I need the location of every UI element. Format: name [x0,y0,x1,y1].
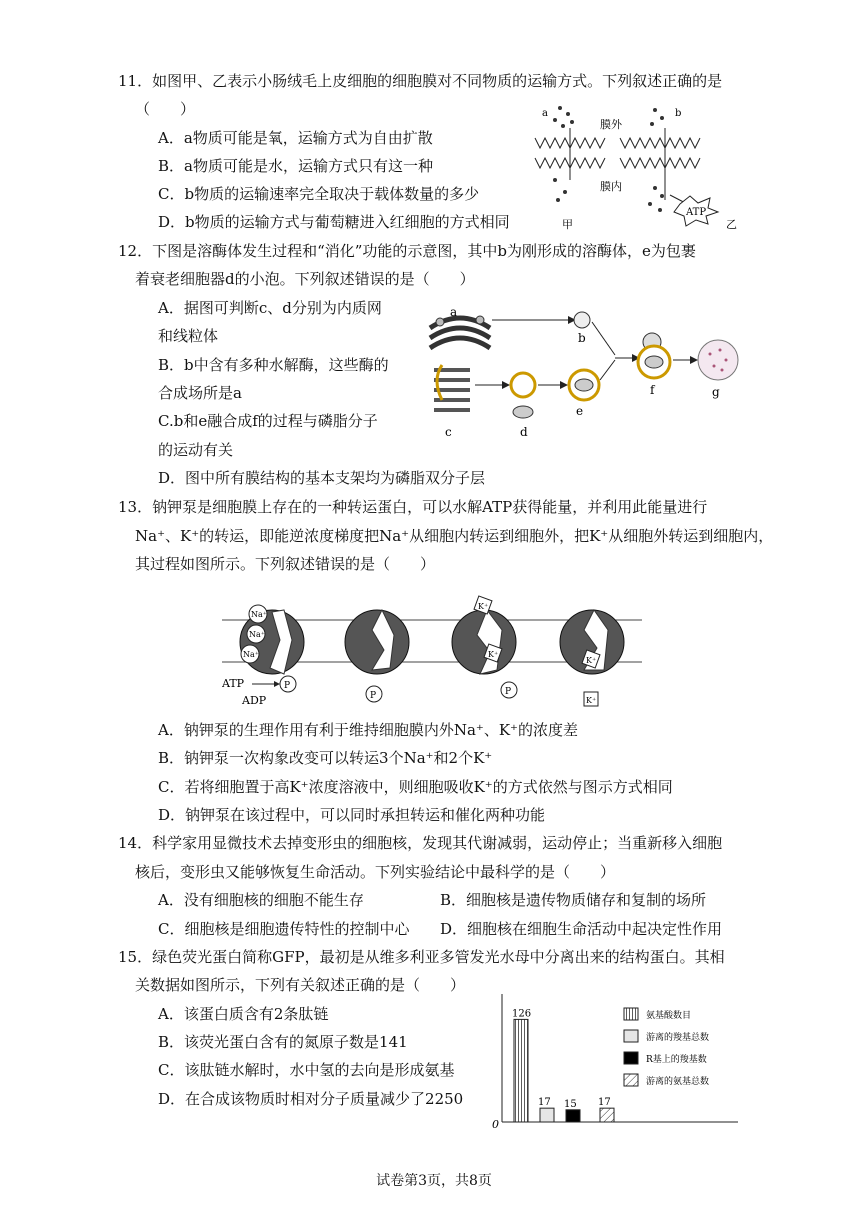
q14-option-d: D．细胞核在细胞生命活动中起决定性作用 [440,920,723,938]
q13-stem-2: Na⁺、K⁺的转运，即能逆浓度梯度把Na⁺从细胞内转运到细胞外，把K⁺从细胞外转运到细胞内， [135,527,774,545]
q11-stem-1: 11．如图甲、乙表示小肠绒毛上皮细胞的细胞膜对不同物质的运输方式。下列叙述正确的是 [118,72,723,90]
fig-label-e: e [576,404,584,418]
bar-value-label-3: 15 [564,1098,577,1110]
fig-jia-label: 甲 [562,218,573,230]
lysosome-figure [420,300,750,440]
legend-swatch-3 [624,1052,638,1064]
k-ion-3: K⁺ [586,656,597,665]
q12-option-d: D．图中所有膜结构的基本支架均为磷脂双分子层 [158,469,486,487]
q11-option-d: D．b物质的运输方式与葡萄糖进入红细胞的方式相同 [158,213,510,231]
k-ion-1: K⁺ [478,602,489,611]
adp-label: ADP [242,694,267,707]
q12-option-c-cont: 的运动有关 [158,441,234,459]
q13-stem-1: 13．钠钾泵是细胞膜上存在的一种转运蛋白，可以水解ATP获得能量，并利用此能量进行 [118,498,708,516]
q14-stem-2: 核后，变形虫又能够恢复生命活动。下列实验结论中最科学的是（ ） [135,863,616,881]
na-ion-3: Na⁺ [243,650,259,659]
fig-label-f: f [650,383,655,397]
fig-b-label: b [675,108,682,119]
q15-option-a: A．该蛋白质含有2条肽链 [158,1005,329,1023]
fig-yi-label: 乙 [726,218,737,230]
legend-swatch-4 [624,1074,638,1086]
k-ion-4: K⁺ [586,696,597,705]
q11-stem-2: （ ） [135,100,196,118]
fig-label-g: g [712,385,720,399]
phosphate-3: P [505,687,512,697]
fig-label-b: b [578,331,586,345]
gfp-bar-chart [488,990,748,1130]
membrane-transport-figure [530,100,750,230]
legend-swatch-1 [624,1008,638,1020]
origin-label: 0 [492,1118,499,1130]
fig-a-label: a [542,108,548,119]
bar-3 [566,1110,580,1122]
q12-option-a: A．据图可判断c、d分别为内质网 [158,299,382,317]
q13-option-a: A．钠钾泵的生理作用有利于维持细胞膜内外Na⁺、K⁺的浓度差 [158,721,578,739]
fig-label-d: d [520,425,528,439]
q11-option-c: C．b物质的运输速率完全取决于载体数量的多少 [158,185,480,203]
q12-option-b: B．b中含有多种水解酶，这些酶的 [158,356,389,374]
k-ion-2: K⁺ [488,650,499,659]
q14-option-a: A．没有细胞核的细胞不能生存 [158,891,364,909]
q12-stem-2: 着衰老细胞器d的小泡。下列叙述错误的是（ ） [135,270,475,288]
bar-1 [514,1019,528,1122]
phosphate-2: P [370,691,377,701]
q15-option-d: D．在合成该物质时相对分子质量减少了2250 [158,1090,464,1108]
q13-stem-3: 其过程如图所示。下列叙述错误的是（ ） [135,555,436,573]
q14-option-c: C．细胞核是细胞遗传特性的控制中心 [158,920,410,938]
bar-value-label-1: 126 [512,1008,532,1020]
bar-value-label-2: 17 [538,1097,551,1109]
q12-option-c: C.b和e融合成f的过程与磷脂分子 [158,412,378,430]
legend-label-3: R基上的羧基数 [646,1055,707,1065]
na-ion-1: Na⁺ [251,610,267,619]
q13-option-d: D．钠钾泵在该过程中，可以同时承担转运和催化两种功能 [158,806,546,824]
q13-option-c: C．若将细胞置于高K⁺浓度溶液中，则细胞吸收K⁺的方式依然与图示方式相同 [158,778,673,796]
q12-option-a-cont: 和线粒体 [158,327,219,345]
atp-label: ATP [222,677,245,690]
legend-label-4: 游离的氨基总数 [646,1077,710,1087]
q12-option-b-cont: 合成场所是a [158,384,242,402]
page-footer: 试卷第3页，共8页 [376,1173,492,1189]
sodium-potassium-pump-figure [222,590,642,715]
fig-outside-label: 膜外 [600,118,622,131]
q13-option-b: B．钠钾泵一次构象改变可以转运3个Na⁺和2个K⁺ [158,749,493,767]
q14-stem-1: 14．科学家用显微技术去掉变形虫的细胞核，发现其代谢减弱，运动停止；当重新移入细胞 [118,834,723,852]
phosphate-1: P [284,681,291,691]
fig-atp-label: ATP [686,207,707,218]
bar-4 [600,1108,614,1122]
fig-label-a: a [450,305,458,319]
q15-option-b: B．该荧光蛋白含有的氮原子数是141 [158,1033,408,1051]
legend-swatch-2 [624,1030,638,1042]
na-ion-2: Na⁺ [249,630,265,639]
q12-stem-1: 12．下图是溶酶体发生过程和“消化”功能的示意图，其中b为刚形成的溶酶体，e为包裹 [118,242,696,260]
q14-option-b: B．细胞核是遗传物质储存和复制的场所 [440,891,707,909]
bar-2 [540,1108,554,1122]
bar-value-label-4: 17 [598,1097,611,1109]
q11-option-a: A．a物质可能是氧，运输方式为自由扩散 [158,129,433,147]
q11-option-b: B．a物质可能是水，运输方式只有这一种 [158,157,433,175]
q15-option-c: C．该肽链水解时，水中氢的去向是形成氨基 [158,1061,455,1079]
fig-inside-label: 膜内 [600,180,622,193]
legend-label-2: 游离的羧基总数 [646,1033,710,1043]
q15-stem-2: 关数据如图所示，下列有关叙述正确的是（ ） [135,976,466,994]
q15-stem-1: 15．绿色荧光蛋白简称GFP，最初是从维多利亚多管发光水母中分离出来的结构蛋白。其相 [118,948,725,966]
fig-label-c: c [445,425,452,439]
legend-label-1: 氨基酸数目 [646,1011,692,1021]
